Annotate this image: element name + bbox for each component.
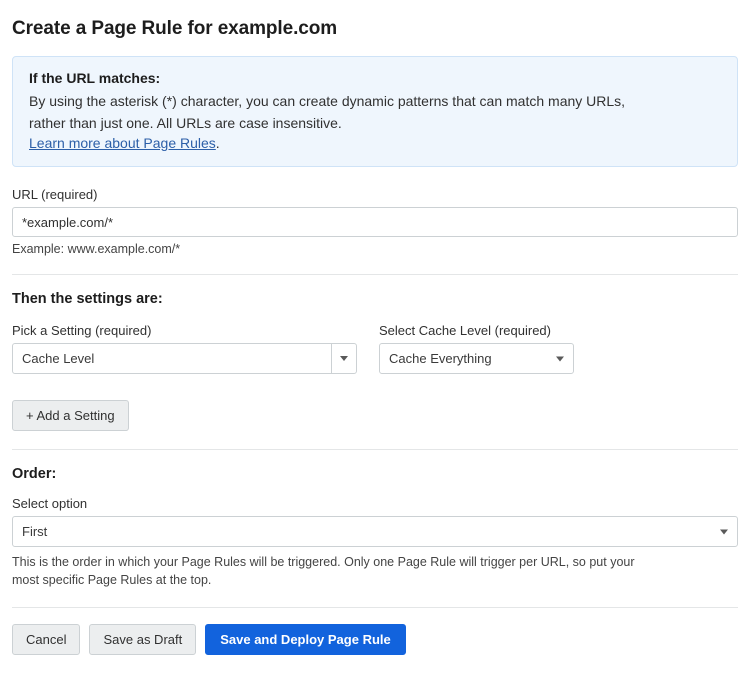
chevron-down-icon[interactable]: [331, 344, 356, 373]
info-box-line-2: rather than just one. All URLs are case insensitive.: [29, 115, 342, 131]
cancel-button[interactable]: Cancel: [12, 624, 80, 655]
divider-footer: [12, 607, 738, 608]
divider-settings: [12, 274, 738, 275]
order-select[interactable]: [12, 516, 738, 547]
chevron-down-icon: [556, 356, 564, 361]
divider-order: [12, 449, 738, 450]
url-help-text: Example: www.example.com/*: [12, 242, 181, 256]
info-box-line-1: By using the asterisk (*) character, you can create dynamic patterns that can match many URLs,: [29, 93, 626, 109]
add-setting-wrap: [12, 400, 738, 431]
pick-setting-select[interactable]: [12, 343, 357, 374]
pick-setting-label: Pick a Setting (required): [12, 323, 152, 338]
form-actions: [12, 624, 738, 655]
order-select-label: Select option: [12, 496, 88, 511]
pick-setting-select-wrap: [12, 343, 357, 374]
learn-more-link[interactable]: Learn more about Page Rules: [29, 135, 216, 151]
info-box-link-line: [29, 135, 721, 151]
pick-setting-value: Cache Level: [22, 351, 95, 366]
cache-level-label: Select Cache Level (required): [379, 323, 551, 338]
cache-level-value: Cache Everything: [389, 351, 492, 366]
pick-setting-column: [12, 323, 357, 374]
url-field-label: URL (required): [12, 187, 98, 202]
page-title: Create a Page Rule for example.com: [12, 18, 338, 39]
url-match-info-box: [12, 56, 738, 167]
save-as-draft-button[interactable]: Save as Draft: [89, 624, 196, 655]
add-setting-button[interactable]: + Add a Setting: [12, 400, 129, 431]
cache-level-select-wrap: [379, 343, 574, 374]
chevron-down-icon: [720, 529, 728, 534]
url-input[interactable]: [12, 207, 738, 237]
cache-level-select[interactable]: [379, 343, 574, 374]
save-and-deploy-button[interactable]: Save and Deploy Page Rule: [205, 624, 406, 655]
order-help-line-2: most specific Page Rules at the top.: [12, 573, 212, 587]
order-section-title: Order:: [12, 466, 57, 482]
info-box-title: If the URL matches:: [29, 70, 161, 86]
order-help-line-1: This is the order in which your Page Rules will be triggered. Only one Page Rule will trigger per URL, so put your: [12, 555, 635, 569]
info-link-suffix: .: [215, 135, 220, 151]
settings-section-title: Then the settings are:: [12, 291, 163, 307]
settings-row: [12, 323, 738, 374]
order-select-value: First: [22, 524, 48, 539]
cache-level-column: [379, 323, 574, 374]
